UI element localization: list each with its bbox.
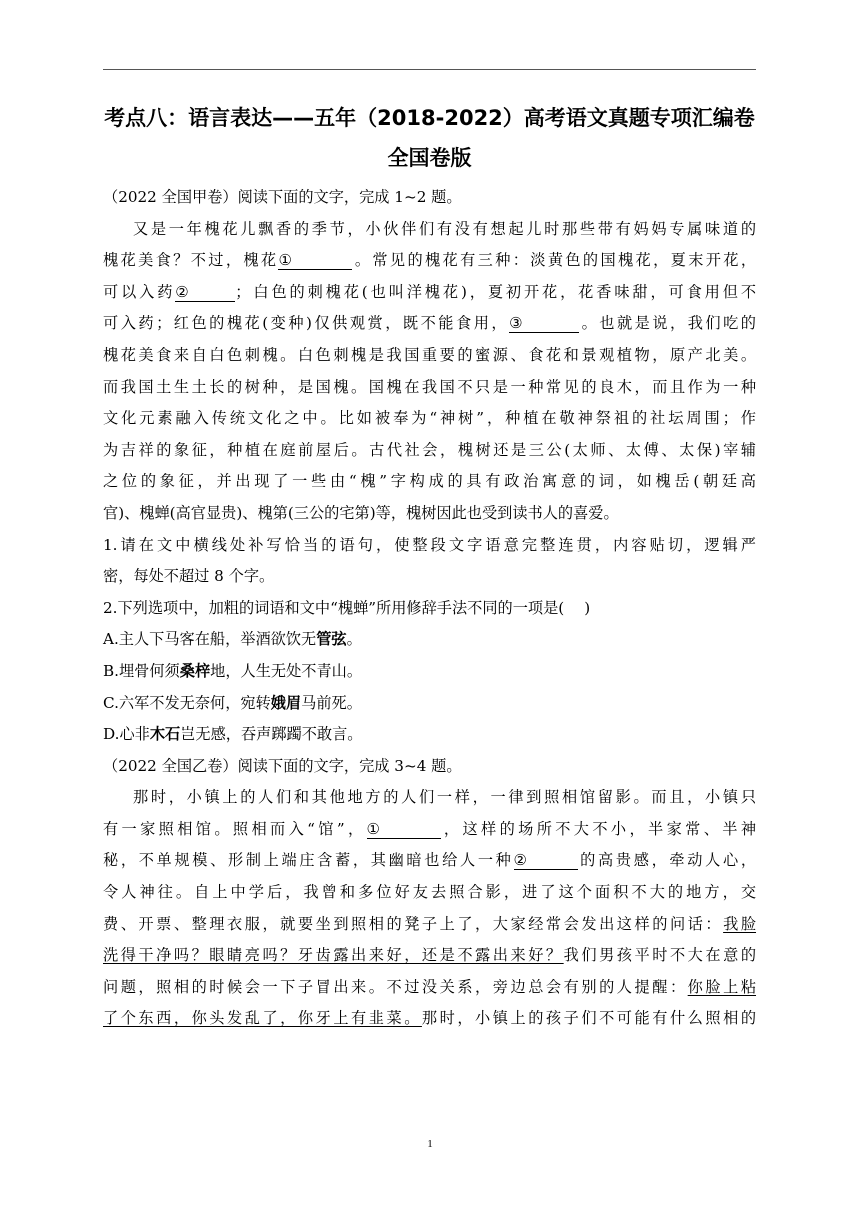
section1-intro: （2022 全国甲卷）阅读下面的文字，完成 1~2 题。 (103, 188, 462, 206)
question-1-cont: 密，每处不超过 8 个字。 (103, 567, 275, 586)
passage-line: 为吉祥的象征，种植在庭前屋后。古代社会，槐树还是三公(太师、太傅、太保)宰辅 (103, 440, 756, 459)
passage-line: 有一家照相馆。照相而入“馆”，① ，这样的场所不大不小，半家常、半神 (103, 819, 757, 838)
option-c: C.六军不发无奈何，宛转娥眉马前死。 (103, 693, 362, 712)
passage-line: 洗得干净吗？眼睛亮吗？牙齿露出来好，还是不露出来好？我们男孩平时不大在意的 (103, 946, 757, 965)
passage-line: 而我国土生土长的树种，是国槐。国槐在我国不只是一种常见的良木，而且作为一种 (103, 377, 756, 396)
fill-blank-1: ① (367, 820, 441, 839)
passage-line: 槐花美食？不过，槐花① 。常见的槐花有三种：淡黄色的国槐花，夏末开花， (103, 251, 757, 270)
passage-line: 可入药；红色的槐花(变种)仅供观赏，既不能食用，③ 。也就是说，我们吃的 (103, 314, 756, 333)
underlined-text: 洗得干净吗？眼睛亮吗？牙齿露出来好，还是不露出来好？ (103, 946, 564, 965)
fill-blank-2: ② (514, 851, 578, 870)
underlined-text: 你脸上粘 (687, 977, 757, 996)
passage-line: 了个东西，你头发乱了，你牙上有韭菜。那时，小镇上的孩子们不可能有什么照相的 (103, 1009, 757, 1028)
passage-line: 问题，照相的时候会一下子冒出来。不过没关系，旁边总会有别的人提醒：你脸上粘 (103, 977, 757, 996)
page-number: 1 (427, 1138, 433, 1150)
section2-intro: （2022 全国乙卷）阅读下面的文字，完成 3~4 题。 (103, 756, 462, 775)
passage-line: 秘，不单规模、形制上端庄含蓄，其幽暗也给人一种② 的高贵感，牵动人心， (103, 851, 757, 870)
passage-line: 费、开票、整理衣服，就要坐到照相的凳子上了，大家经常会发出这样的问话：我脸 (103, 914, 757, 933)
fill-blank-3: ③ (509, 314, 579, 333)
underlined-text: 我脸 (723, 914, 757, 933)
fill-blank-1: ① (278, 251, 352, 270)
passage-line: 槐花美食来自白色刺槐。白色刺槐是我国重要的蜜源、食花和景观植物，原产北美。 (103, 345, 756, 364)
page-title: 考点八：语言表达——五年（2018-2022）高考语文真题专项汇编卷 (104, 106, 755, 130)
option-a: A.主人下马客在船，举酒欲饮无管弦。 (103, 630, 362, 649)
fill-blank-2: ② (175, 283, 235, 302)
passage-line: 令人神往。自上中学后，我曾和多位好友去照合影，进了这个面积不大的地方，交 (103, 883, 756, 902)
option-b: B.埋骨何须桑梓地，人生无处不青山。 (103, 661, 362, 680)
question-1: 1.请在文中横线处补写恰当的语句，使整段文字语意完整连贯，内容贴切，逻辑严 (103, 535, 756, 554)
question-2: 2.下列选项中，加粗的词语和文中“槐蝉”所用修辞手法不同的一项是( ) (103, 598, 591, 617)
passage-line: 之位的象征，并出现了一些由“槐”字构成的具有政治寓意的词，如槐岳(朝廷高 (103, 472, 756, 491)
section1-passage (103, 214, 756, 530)
page-subtitle: 全国卷版 (387, 146, 472, 170)
underlined-text: 了个东西，你头发乱了，你牙上有韭菜。 (103, 1009, 422, 1028)
option-d: D.心非木石岂无感，吞声踯躅不敢言。 (103, 725, 363, 744)
header-rule (103, 69, 756, 70)
passage-line: 文化元素融入传统文化之中。比如被奉为“神树”，种植在敬神祭祖的社坛周围；作 (103, 409, 756, 428)
passage-line: 那时，小镇上的人们和其他地方的人们一样，一律到照相馆留影。而且，小镇只 (133, 788, 756, 807)
passage-line: 可以入药② ；白色的刺槐花(也叫洋槐花)，夏初开花，花香味甜，可食用但不 (103, 282, 757, 301)
passage-line: 又是一年槐花儿飘香的季节，小伙伴们有没有想起儿时那些带有妈妈专属味道的 (133, 219, 756, 238)
section2-passage (103, 782, 756, 1035)
passage-line: 官)、槐蝉(高官显贵)、槐第(三公的宅第)等，槐树因此也受到读书人的喜爱。 (103, 503, 619, 522)
document-body (103, 98, 756, 1035)
